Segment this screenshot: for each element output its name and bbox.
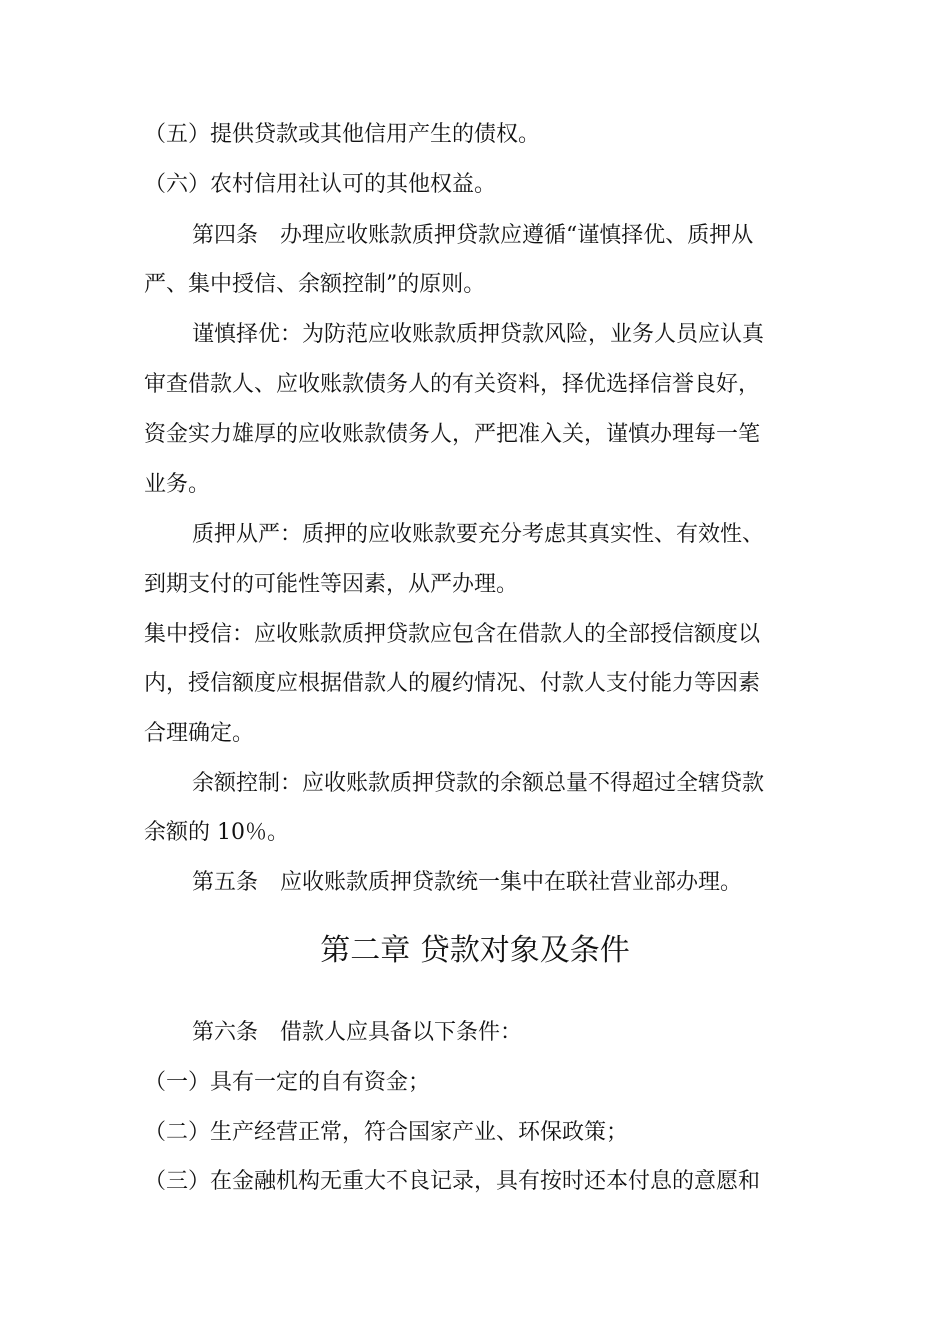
paragraph-line: 集中授信：应收账款质押贷款应包含在借款人的全部授信额度以 (144, 622, 761, 647)
paragraph-line: 资金实力雄厚的应收账款债务人，严把准入关，谨慎办理每一笔 (144, 422, 761, 447)
paragraph-line: （五）提供贷款或其他信用产生的债权。 (144, 122, 541, 147)
paragraph-line: （六）农村信用社认可的其他权益。 (144, 172, 497, 197)
paragraph-line: 余额的 10％。 (144, 820, 289, 845)
paragraph-line: 合理确定。 (144, 721, 255, 746)
paragraph-line: 审查借款人、应收账款债务人的有关资料，择优选择信誉良好， (144, 372, 761, 397)
article-four-line: 第四条 办理应收账款质押贷款应遵循“谨慎择优、质押从 (192, 223, 754, 248)
paragraph-line: 谨慎择优：为防范应收账款质押贷款风险，业务人员应认真 (192, 322, 765, 347)
paragraph-line: 质押从严：质押的应收账款要充分考虑其真实性、有效性、 (192, 522, 765, 547)
list-item: （一）具有一定的自有资金； (144, 1070, 431, 1095)
paragraph-line: 内，授信额度应根据借款人的履约情况、付款人支付能力等因素 (144, 671, 761, 696)
paragraph-line: 到期支付的可能性等因素，从严办理。 (144, 572, 519, 597)
list-item: （二）生产经营正常，符合国家产业、环保政策； (144, 1120, 629, 1145)
paragraph-line: 余额控制：应收账款质押贷款的余额总量不得超过全辖贷款 (192, 771, 765, 796)
paragraph-line: 业务。 (144, 472, 211, 497)
chapter-heading: 第二章 贷款对象及条件 (320, 933, 630, 968)
paragraph-line: 严、集中授信、余额控制”的原则。 (144, 272, 486, 297)
article-five-line: 第五条 应收账款质押贷款统一集中在联社营业部办理。 (192, 870, 743, 895)
article-six-line: 第六条 借款人应具备以下条件： (192, 1020, 523, 1045)
list-item: （三）在金融机构无重大不良记录，具有按时还本付息的意愿和 (144, 1169, 761, 1194)
